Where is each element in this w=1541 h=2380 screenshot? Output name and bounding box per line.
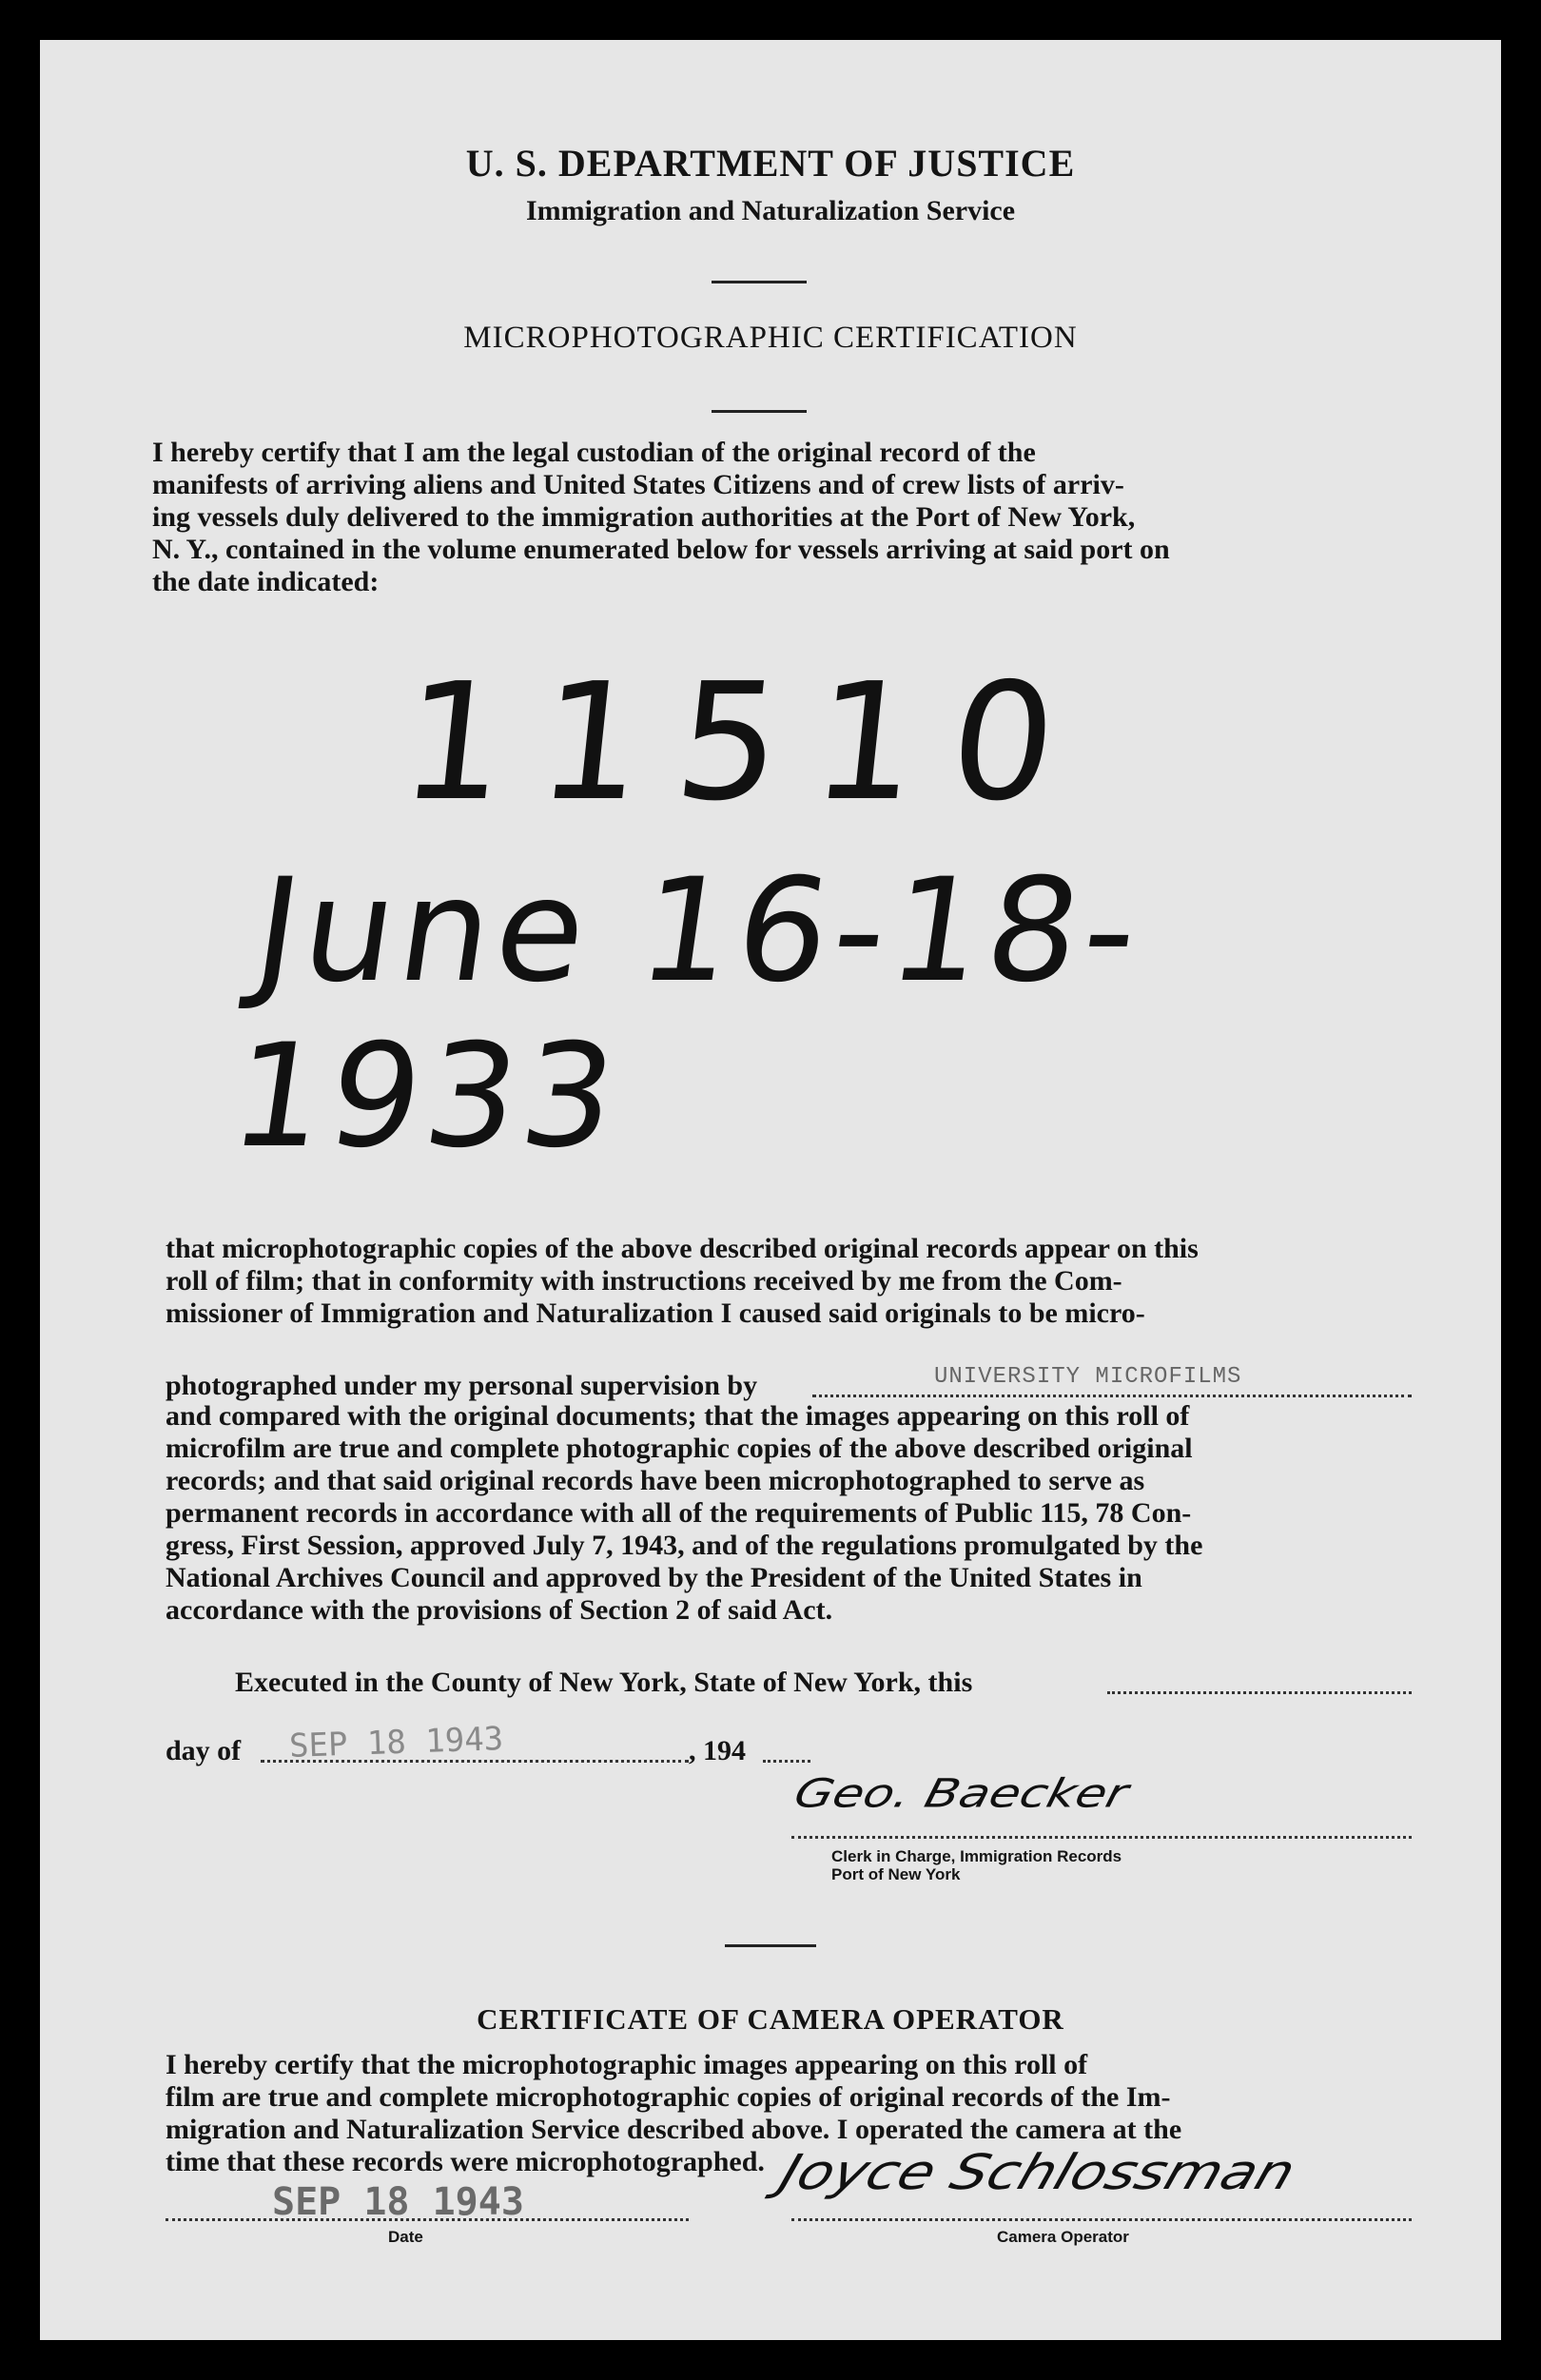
body-paragraph-bottom [166, 1400, 1412, 1627]
header-divider [712, 281, 807, 283]
intro-line: ing vessels duly delivered to the immigration authorities at the Port of New York, [152, 501, 1136, 533]
handwritten-record-dates: June 16-18-1933 [222, 849, 1154, 1180]
certificate-page [40, 40, 1501, 2340]
title-divider [712, 410, 807, 413]
operator-signature-line [791, 2218, 1412, 2221]
intro-paragraph [152, 437, 1410, 598]
camera-operator-caption: Camera Operator [997, 2228, 1129, 2246]
date-caption: Date [388, 2228, 423, 2246]
supervisor-typed-name: UNIVERSITY MICROFILMS [934, 1364, 1242, 1390]
clerk-title: Clerk in Charge, Immigration Records [831, 1847, 1122, 1865]
section-divider [725, 1944, 816, 1947]
body-line: that microphotographic copies of the above described original records appear on this [166, 1233, 1199, 1264]
intro-line: manifests of arriving aliens and United States Citizens and of crew lists of arriv- [152, 469, 1124, 500]
body-line: and compared with the original documents; that the images appearing on this roll of [166, 1400, 1190, 1432]
day-of-label: day of [166, 1735, 242, 1766]
operator-line: I hereby certify that the microphotographic images appearing on this roll of [166, 2049, 1088, 2080]
operator-line: time that these records were microphotographed. [166, 2146, 765, 2177]
operator-line: migration and Naturalization Service described above. I operated the camera at the [166, 2114, 1182, 2145]
executed-statement: Executed in the County of New York, State of New York, this [235, 1667, 973, 1698]
intro-line: the date indicated: [152, 566, 380, 597]
clerk-office: Port of New York [831, 1865, 961, 1883]
year-blank [763, 1760, 810, 1763]
supervisor-blank-line [812, 1395, 1412, 1397]
body-line: accordance with the provisions of Section 2 of said Act. [166, 1594, 833, 1626]
date-stamp: SEP 18 1943 [288, 1720, 504, 1765]
year-prefix: , 194 [689, 1735, 746, 1766]
handwritten-volume-number: 11510 [393, 649, 1099, 837]
body-paragraph-top [166, 1233, 1412, 1330]
body-line: missioner of Immigration and Naturalization I caused said originals to be micro- [166, 1297, 1145, 1329]
body-line: permanent records in accordance with all of the requirements of Public 115, 78 Con- [166, 1497, 1192, 1529]
service-subheading: Immigration and Naturalization Service [525, 195, 1016, 226]
body-line: roll of film; that in conformity with instructions received by me from the Com- [166, 1265, 1122, 1297]
intro-line: N. Y., contained in the volume enumerated below for vessels arriving at said port on [152, 534, 1170, 565]
body-line: gress, First Session, approved July 7, 1943, and of the regulations promulgated by the [166, 1530, 1203, 1561]
certification-title: MICROPHOTOGRAPHIC CERTIFICATION [463, 321, 1078, 355]
camera-operator-signature: Joyce Schlossman [772, 2144, 1303, 2201]
body-line: National Archives Council and approved by the President of the United States in [166, 1562, 1142, 1593]
clerk-signature-line [791, 1836, 1412, 1839]
intro-line: I hereby certify that I am the legal custodian of the original record of the [152, 437, 1036, 468]
clerk-caption [831, 1847, 1122, 1883]
operator-line: film are true and complete microphotographic copies of original records of the Im- [166, 2081, 1171, 2113]
executed-day-blank [1107, 1691, 1412, 1694]
camera-operator-title: CERTIFICATE OF CAMERA OPERATOR [477, 2002, 1064, 2036]
clerk-signature: Geo. Baecker [790, 1771, 1133, 1817]
operator-date-stamp: SEP 18 1943 [272, 2180, 524, 2224]
body-line: records; and that said original records have been microphotographed to serve as [166, 1465, 1145, 1496]
supervision-prefix: photographed under my personal supervision by [166, 1370, 758, 1401]
department-heading: U. S. DEPARTMENT OF JUSTICE [465, 142, 1076, 185]
body-line: microfilm are true and complete photographic copies of the above described original [166, 1433, 1193, 1464]
